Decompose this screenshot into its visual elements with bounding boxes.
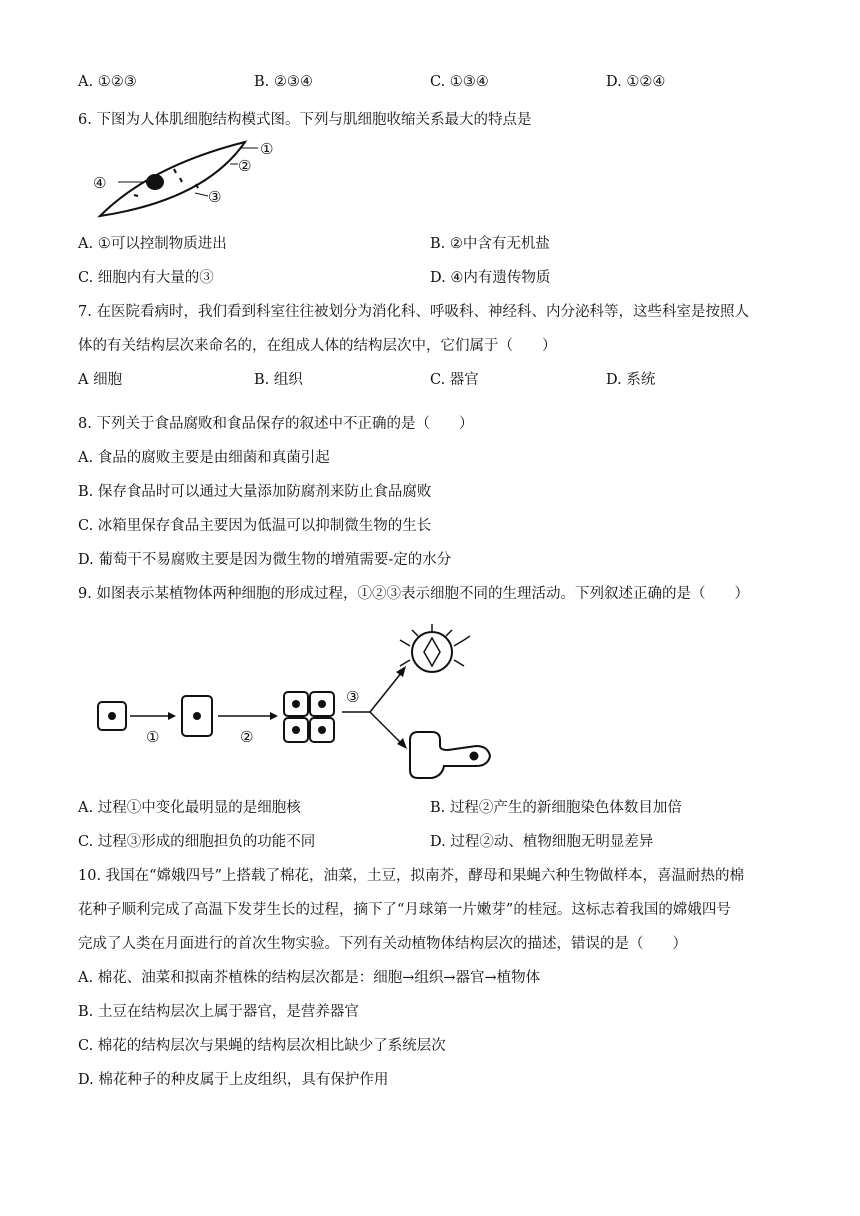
q9-option-a: A. 过程①中变化最明显的是细胞核 (78, 800, 301, 816)
q9-option-d: D. 过程②动、植物细胞无明显差异 (430, 834, 654, 850)
q9-label-2: ② (240, 728, 254, 746)
q6-stem: 6. 下图为人体肌细胞结构模式图。下列与肌细胞收缩关系最大的特点是 (78, 112, 532, 128)
q5-option-a: A. ①②③ (78, 74, 137, 90)
q6-option-a: A. ①可以控制物质进出 (78, 236, 227, 252)
q9-option-b: B. 过程②产生的新细胞染色体数目加倍 (430, 800, 682, 816)
q9-option-c: C. 过程③形成的细胞担负的功能不同 (78, 834, 316, 850)
muscle-cell-figure (90, 138, 290, 218)
q10-option-d: D. 棉花种子的种皮属于上皮组织，具有保护作用 (78, 1072, 389, 1088)
q6-option-d: D. ④内有遗传物质 (430, 270, 551, 286)
q6-label-3: ③ (208, 188, 222, 206)
q7-option-b: B. 组织 (254, 372, 303, 388)
q7-stem-line1: 7. 在医院看病时，我们看到科室往往被划分为消化科、呼吸科、神经科、内分泌科等，这些科室是按照人 (78, 304, 749, 320)
q8-stem: 8. 下列关于食品腐败和食品保存的叙述中不正确的是（ ） (78, 416, 474, 432)
q6-option-c: C. 细胞内有大量的③ (78, 270, 214, 286)
cell-division-figure (92, 620, 512, 800)
q6-label-4: ④ (93, 174, 107, 192)
q5-option-b: B. ②③④ (254, 74, 313, 90)
q10-stem-line1: 10. 我国在“嫦娥四号”上搭载了棉花，油菜，土豆，拟南芥，酵母和果蝇六种生物做样本，喜温耐热的棉 (78, 868, 744, 884)
q8-option-a: A. 食品的腐败主要是由细菌和真菌引起 (78, 450, 330, 466)
q10-option-a: A. 棉花、油菜和拟南芥植株的结构层次都是：细胞→组织→器官→植物体 (78, 970, 541, 986)
q8-option-c: C. 冰箱里保存食品主要因为低温可以抑制微生物的生长 (78, 518, 432, 534)
q8-option-b: B. 保存食品时可以通过大量添加防腐剂来防止食品腐败 (78, 484, 432, 500)
q8-option-d: D. 葡萄干不易腐败主要是因为微生物的增殖需要-定的水分 (78, 552, 452, 568)
q10-option-c: C. 棉花的结构层次与果蝇的结构层次相比缺少了系统层次 (78, 1038, 446, 1054)
q5-option-d: D. ①②④ (606, 74, 666, 90)
q7-option-a: A 细胞 (78, 372, 123, 388)
q10-stem-line3: 完成了人类在月面进行的首次生物实验。下列有关动植物体结构层次的描述，错误的是（ ） (78, 936, 687, 952)
q7-option-c: C. 器官 (430, 372, 479, 388)
q7-option-d: D. 系统 (606, 372, 656, 388)
q10-option-b: B. 土豆在结构层次上属于器官，是营养器官 (78, 1004, 359, 1020)
q9-stem: 9. 如图表示某植物体两种细胞的形成过程，①②③表示细胞不同的生理活动。下列叙述正确的是（ ） (78, 586, 749, 602)
q7-stem-line2: 体的有关结构层次来命名的，在组成人体的结构层次中，它们属于（ ） (78, 338, 557, 354)
q6-option-b: B. ②中含有无机盐 (430, 236, 550, 252)
q5-option-c: C. ①③④ (430, 74, 489, 90)
q9-label-3: ③ (346, 688, 360, 706)
q9-label-1: ① (146, 728, 160, 746)
q6-label-1: ① (260, 140, 274, 158)
q10-stem-line2: 花种子顺利完成了高温下发芽生长的过程，摘下了“月球第一片嫩芽”的桂冠。这标志着我国的嫦娥四号 (78, 902, 731, 918)
q6-label-2: ② (238, 157, 252, 175)
